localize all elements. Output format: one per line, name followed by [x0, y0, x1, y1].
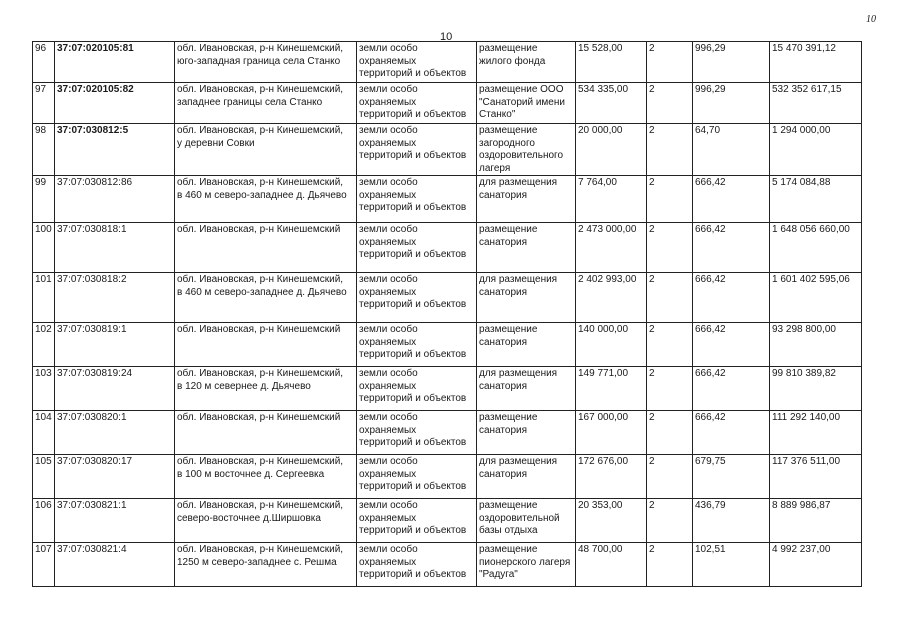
permitted-use-cell-line: загородного	[479, 137, 535, 149]
area-cell: 48 700,00	[576, 543, 647, 587]
page-number: 10	[440, 31, 453, 43]
table-row	[33, 367, 862, 411]
cadastral-value-cell: 1 601 402 595,06	[770, 273, 862, 323]
permitted-use-cell-line: санатория	[479, 286, 528, 298]
address-cell-line: 1250 м северо-западнее с. Решма	[177, 556, 337, 568]
cadastral-value-cell: 99 810 389,82	[770, 367, 862, 411]
table-row	[33, 455, 862, 499]
land-category-cell-line: территорий и объектов	[359, 569, 467, 580]
address-cell-line: обл. Ивановская, р-н Кинешемский,	[177, 368, 344, 379]
address-cell	[175, 223, 357, 273]
permitted-use-cell-line: санатория	[479, 380, 528, 392]
area-cell: 140 000,00	[576, 323, 647, 367]
land-category-cell	[357, 176, 477, 223]
area-cell: 2 473 000,00	[576, 223, 647, 273]
table-row	[33, 499, 862, 543]
cadastral-number: 37:07:020105:81	[55, 42, 175, 83]
rate-cell: 666,42	[693, 223, 770, 273]
permitted-use-cell	[477, 323, 576, 367]
address-cell-line: обл. Ивановская, р-н Кинешемский	[177, 224, 341, 235]
land-category-cell	[357, 543, 477, 587]
cadastral-value-cell: 15 470 391,12	[770, 42, 862, 83]
permitted-use-cell	[477, 83, 576, 124]
permitted-use-cell	[477, 176, 576, 223]
permitted-use-cell-line: для размещения	[479, 368, 558, 379]
group-cell: 2	[647, 543, 693, 587]
land-category-cell-line: охраняемых	[359, 380, 417, 392]
land-category-cell-line: территорий и объектов	[359, 525, 467, 536]
table-row	[33, 273, 862, 323]
rate-cell: 436,79	[693, 499, 770, 543]
permitted-use-cell-line: размещение	[479, 224, 538, 235]
land-category-cell-line: земли особо	[359, 368, 418, 379]
area-cell: 149 771,00	[576, 367, 647, 411]
permitted-use-cell-line: размещение	[479, 412, 538, 423]
permitted-use-cell-line: Станко"	[479, 109, 516, 120]
row-number: 99	[33, 176, 55, 223]
permitted-use-cell	[477, 42, 576, 83]
permitted-use-cell	[477, 223, 576, 273]
permitted-use-cell-line: пионерского лагеря	[479, 556, 571, 568]
address-cell-line: обл. Ивановская, р-н Кинешемский,	[177, 43, 344, 54]
land-category-cell	[357, 499, 477, 543]
address-cell-line: северо-восточнее д.Ширшовка	[177, 512, 321, 524]
permitted-use-cell-line: размещение	[479, 125, 538, 136]
area-cell: 7 764,00	[576, 176, 647, 223]
address-cell-line: западнее границы села Станко	[177, 96, 323, 108]
row-number: 100	[33, 223, 55, 273]
area-cell: 2 402 993,00	[576, 273, 647, 323]
cadastral-number: 37:07:030819:1	[55, 323, 175, 367]
land-category-cell-line: земли особо	[359, 177, 418, 188]
permitted-use-cell-line: размещение	[479, 500, 538, 511]
land-category-cell	[357, 273, 477, 323]
table-row	[33, 124, 862, 176]
land-category-cell-line: территорий и объектов	[359, 68, 467, 79]
land-category-cell-line: охраняемых	[359, 189, 417, 201]
address-cell-line: обл. Ивановская, р-н Кинешемский,	[177, 544, 344, 555]
row-number: 105	[33, 455, 55, 499]
row-number: 104	[33, 411, 55, 455]
cadastral-number: 37:07:030820:17	[55, 455, 175, 499]
land-category-cell-line: территорий и объектов	[359, 393, 467, 404]
land-category-cell	[357, 223, 477, 273]
cadastral-number: 37:07:030818:1	[55, 223, 175, 273]
cadastral-number: 37:07:030821:1	[55, 499, 175, 543]
rate-cell: 666,42	[693, 176, 770, 223]
group-cell: 2	[647, 367, 693, 411]
rate-cell: 666,42	[693, 273, 770, 323]
permitted-use-cell-line: санатория	[479, 336, 528, 348]
land-category-cell-line: охраняемых	[359, 556, 417, 568]
group-cell: 2	[647, 176, 693, 223]
permitted-use-cell-line: жилого фонда	[479, 55, 546, 67]
address-cell-line: в 460 м северо-западнее д. Дьячево	[177, 286, 347, 298]
cadastral-number: 37:07:020105:82	[55, 83, 175, 124]
address-cell-line: в 120 м севернее д. Дьячево	[177, 380, 311, 392]
permitted-use-cell	[477, 499, 576, 543]
land-category-cell-line: охраняемых	[359, 137, 417, 149]
land-category-cell	[357, 42, 477, 83]
land-category-cell-line: земли особо	[359, 456, 418, 467]
row-number: 103	[33, 367, 55, 411]
permitted-use-cell-line: санатория	[479, 189, 528, 201]
address-cell	[175, 367, 357, 411]
permitted-use-cell-line: лагеря	[479, 162, 511, 174]
land-category-cell-line: земли особо	[359, 324, 418, 335]
area-cell: 20 353,00	[576, 499, 647, 543]
permitted-use-cell-line: размещение	[479, 324, 538, 335]
rate-cell: 666,42	[693, 411, 770, 455]
cadastral-number: 37:07:030812:5	[55, 124, 175, 176]
address-cell-line: юго-западная граница села Станко	[177, 55, 341, 67]
cadastral-value-cell: 4 992 237,00	[770, 543, 862, 587]
rate-cell: 996,29	[693, 83, 770, 124]
area-cell: 20 000,00	[576, 124, 647, 176]
land-category-cell-line: земли особо	[359, 125, 418, 136]
group-cell: 2	[647, 323, 693, 367]
permitted-use-cell	[477, 273, 576, 323]
table-row	[33, 176, 862, 223]
permitted-use-cell	[477, 367, 576, 411]
land-registry-table	[32, 41, 862, 587]
land-category-cell-line: охраняемых	[359, 336, 417, 348]
address-cell-line: обл. Ивановская, р-н Кинешемский	[177, 324, 341, 335]
land-category-cell-line: территорий и объектов	[359, 249, 467, 260]
land-category-cell	[357, 455, 477, 499]
address-cell-line: обл. Ивановская, р-н Кинешемский,	[177, 456, 344, 467]
address-cell-line: обл. Ивановская, р-н Кинешемский,	[177, 177, 344, 188]
cadastral-value-cell: 93 298 800,00	[770, 323, 862, 367]
permitted-use-cell-line: санатория	[479, 468, 528, 480]
address-cell	[175, 273, 357, 323]
group-cell: 2	[647, 42, 693, 83]
address-cell-line: обл. Ивановская, р-н Кинешемский	[177, 412, 341, 423]
area-cell: 172 676,00	[576, 455, 647, 499]
land-category-cell-line: охраняемых	[359, 96, 417, 108]
row-number: 106	[33, 499, 55, 543]
group-cell: 2	[647, 273, 693, 323]
permitted-use-cell-line: санатория	[479, 236, 528, 248]
group-cell: 2	[647, 223, 693, 273]
table-row	[33, 42, 862, 83]
land-category-cell-line: территорий и объектов	[359, 202, 467, 213]
address-cell	[175, 455, 357, 499]
permitted-use-cell-line: для размещения	[479, 456, 558, 467]
permitted-use-cell	[477, 411, 576, 455]
land-category-cell-line: территорий и объектов	[359, 109, 467, 120]
land-category-cell-line: земли особо	[359, 43, 418, 54]
table-row	[33, 543, 862, 587]
cadastral-number: 37:07:030821:4	[55, 543, 175, 587]
cadastral-number: 37:07:030819:24	[55, 367, 175, 411]
land-category-cell-line: территорий и объектов	[359, 437, 467, 448]
permitted-use-cell-line: размещение ООО	[479, 84, 564, 95]
land-category-cell	[357, 323, 477, 367]
land-category-cell	[357, 124, 477, 176]
land-category-cell-line: земли особо	[359, 500, 418, 511]
cadastral-value-cell: 117 376 511,00	[770, 455, 862, 499]
land-category-cell-line: земли особо	[359, 412, 418, 423]
permitted-use-cell-line: оздоровительного	[479, 150, 564, 161]
permitted-use-cell-line: базы отдыха	[479, 525, 538, 536]
address-cell	[175, 499, 357, 543]
cadastral-number: 37:07:030812:86	[55, 176, 175, 223]
land-category-cell	[357, 411, 477, 455]
cadastral-value-cell: 532 352 617,15	[770, 83, 862, 124]
address-cell-line: в 460 м северо-западнее д. Дьячево	[177, 189, 347, 201]
cadastral-value-cell: 8 889 986,87	[770, 499, 862, 543]
address-cell-line: обл. Ивановская, р-н Кинешемский,	[177, 84, 344, 95]
permitted-use-cell-line: размещение	[479, 43, 538, 54]
rate-cell: 666,42	[693, 367, 770, 411]
rate-cell: 996,29	[693, 42, 770, 83]
address-cell-line: в 100 м восточнее д. Сергеевка	[177, 468, 325, 480]
address-cell	[175, 124, 357, 176]
rate-cell: 666,42	[693, 323, 770, 367]
land-category-cell-line: охраняемых	[359, 468, 417, 480]
cadastral-number: 37:07:030818:2	[55, 273, 175, 323]
land-category-cell-line: охраняемых	[359, 286, 417, 298]
land-category-cell-line: территорий и объектов	[359, 481, 467, 492]
land-category-cell-line: территорий и объектов	[359, 299, 467, 310]
address-cell-line: у деревни Совки	[177, 137, 255, 149]
table-row	[33, 411, 862, 455]
row-number: 102	[33, 323, 55, 367]
row-number: 107	[33, 543, 55, 587]
address-cell-line: обл. Ивановская, р-н Кинешемский,	[177, 274, 344, 285]
address-cell-line: обл. Ивановская, р-н Кинешемский,	[177, 125, 344, 136]
permitted-use-cell	[477, 455, 576, 499]
cadastral-number: 37:07:030820:1	[55, 411, 175, 455]
permitted-use-cell	[477, 543, 576, 587]
land-category-cell-line: земли особо	[359, 544, 418, 555]
permitted-use-cell-line: для размещения	[479, 177, 558, 188]
land-category-cell-line: охраняемых	[359, 424, 417, 436]
address-cell	[175, 42, 357, 83]
permitted-use-cell-line: "Радуга"	[479, 569, 518, 580]
permitted-use-cell-line: санатория	[479, 424, 528, 436]
row-number: 98	[33, 124, 55, 176]
address-cell	[175, 323, 357, 367]
land-category-cell-line: охраняемых	[359, 512, 417, 524]
group-cell: 2	[647, 83, 693, 124]
group-cell: 2	[647, 124, 693, 176]
row-number: 97	[33, 83, 55, 124]
land-category-cell-line: территорий и объектов	[359, 150, 467, 161]
land-category-cell	[357, 83, 477, 124]
land-category-cell-line: земли особо	[359, 274, 418, 285]
land-category-cell-line: охраняемых	[359, 55, 417, 67]
table-row	[33, 323, 862, 367]
land-category-cell-line: земли особо	[359, 84, 418, 95]
rate-cell: 679,75	[693, 455, 770, 499]
rate-cell: 64,70	[693, 124, 770, 176]
cadastral-value-cell: 5 174 084,88	[770, 176, 862, 223]
area-cell: 167 000,00	[576, 411, 647, 455]
address-cell	[175, 176, 357, 223]
address-cell	[175, 83, 357, 124]
permitted-use-cell-line: для размещения	[479, 274, 558, 285]
permitted-use-cell-line: размещение	[479, 544, 538, 555]
land-category-cell-line: территорий и объектов	[359, 349, 467, 360]
permitted-use-cell-line: оздоровительной	[479, 512, 560, 524]
cadastral-value-cell: 111 292 140,00	[770, 411, 862, 455]
land-category-cell	[357, 367, 477, 411]
address-cell	[175, 411, 357, 455]
table-body	[33, 42, 862, 587]
table-row	[33, 83, 862, 124]
rate-cell: 102,51	[693, 543, 770, 587]
area-cell: 15 528,00	[576, 42, 647, 83]
corner-page-number: 10	[866, 14, 876, 25]
land-category-cell-line: охраняемых	[359, 236, 417, 248]
group-cell: 2	[647, 411, 693, 455]
address-cell	[175, 543, 357, 587]
group-cell: 2	[647, 455, 693, 499]
land-category-cell-line: земли особо	[359, 224, 418, 235]
permitted-use-cell	[477, 124, 576, 176]
cadastral-value-cell: 1 648 056 660,00	[770, 223, 862, 273]
table-row	[33, 223, 862, 273]
permitted-use-cell-line: "Санаторий имени	[479, 96, 565, 108]
group-cell: 2	[647, 499, 693, 543]
cadastral-value-cell: 1 294 000,00	[770, 124, 862, 176]
address-cell-line: обл. Ивановская, р-н Кинешемский,	[177, 500, 344, 511]
row-number: 101	[33, 273, 55, 323]
row-number: 96	[33, 42, 55, 83]
area-cell: 534 335,00	[576, 83, 647, 124]
